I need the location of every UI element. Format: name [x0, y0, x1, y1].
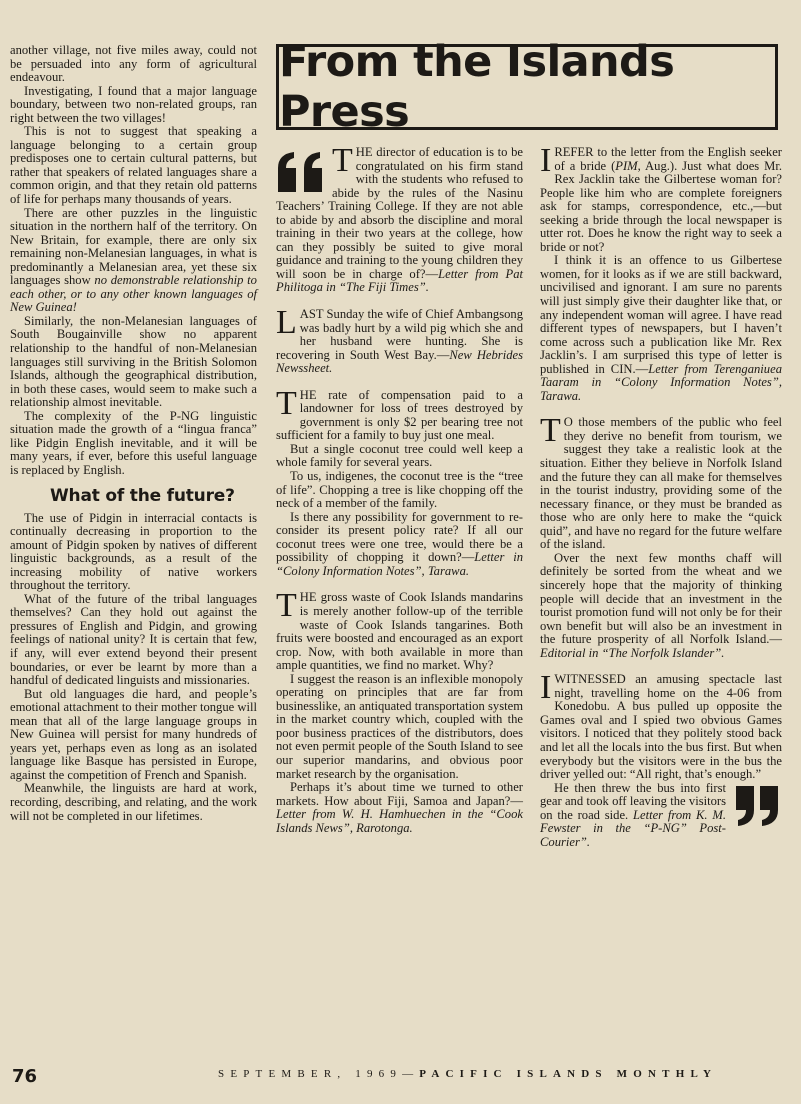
- item-6-paragraph-1: TO those members of the public who feel they derive no benefit from tourism, we suggest they take a realistic look at the situation. Either they believe in Norfolk Island and the future they can all make for themselves in the tourist industry, providing some of the necessary finance, or they must be branded as those who are only here to make the “quick quid”, and have no regard for the future welfare of the island.: [540, 412, 782, 552]
- right-column: [540, 142, 782, 862]
- press-item: [540, 669, 782, 849]
- item-4-paragraph-2: I suggest the reason is an inflexible monopoly operating on principles that are far from businesslike, an antiquated transportation system in the market country which, coupled with the poor business practices of the distributors, does not even permit people of the South Island to see our superior mandarins, and obvious poor market research by the organisation.: [276, 671, 523, 781]
- item-5-text-after: , Aug.). Just what does Mr. Rex Jacklin take the Gilbertese woman for? People like him who are complete foreigners ask for stamps, correspondence, etc.,—but seeking a bride through the local newspaper is utter rot. Does he know the right way to seek a bride or not?: [540, 158, 782, 254]
- left-paragraph-9: But old languages die hard, and people’s emotional attachment to their mother tongue will mean that all of the large language groups in New Guinea will persist for many hundreds of years yet, perhaps even as long as an isolated language like Basque has persisted in Europe, against the competition of French and Spanish.: [10, 686, 257, 782]
- left-paragraph-4-italic: no demonstrable relationship to each other, or to any other known languages of New Guinea!: [10, 273, 257, 315]
- left-paragraph-5: Similarly, the non-Melanesian languages of South Bougainville show no apparent relationship to the handful of non-Melanesian languages still surviving in the British Solomon Islands, although the geographical distribution, in both these cases, would seem to make such a relationship almost inevitable.: [10, 313, 257, 410]
- quote-close-icon: [730, 784, 782, 828]
- left-column: [10, 44, 257, 823]
- left-paragraph-8: What of the future of the tribal languages themselves? Can they hold out against the pressures of English and Pidgin, and growing feelings of national unity? It is certain that few, if any, will ever extend beyond their present boundaries, or ever be learnt by more than a handful of dedicated linguists and missionaries.: [10, 591, 257, 688]
- running-head: [218, 1068, 784, 1080]
- item-4-source: Letter from W. H. Hamhuechen in the “Cook Islands News”, Rarotonga.: [276, 807, 523, 835]
- press-item: [276, 304, 523, 376]
- item-5-paragraph-2: [540, 254, 782, 403]
- running-head-date: SEPTEMBER, 1969—: [218, 1068, 420, 1080]
- left-paragraph-1: another village, not five miles away, could not be persuaded into any form of agricultural endeavour.: [10, 43, 257, 85]
- item-2-text: LAST Sunday the wife of Chief Ambangsong was badly hurt by a wild pig which she and her husband were hunting. She is recovering in South West Bay.—: [276, 304, 523, 362]
- press-item: [276, 384, 523, 579]
- item-2-source: New Hebrides Newssheet.: [276, 347, 523, 376]
- item-3-paragraph-3: To us, indigenes, the coconut tree is the “tree of life”. Chopping a tree is like chopping off the neck of a member of the family.: [276, 469, 523, 511]
- item-4-paragraph-3: [276, 781, 523, 835]
- item-7-text: He then threw the bus into first gear and took off leaving the visitors on the road side.: [540, 780, 726, 822]
- press-item: [276, 142, 523, 295]
- item-1-source: Letter from Pat Philitoga in “The Fiji Times”.: [276, 266, 523, 295]
- left-paragraph-3: This is not to suggest that speaking a language belonging to a certain group predisposes one to certain cultural patterns, but rather that speakers of related languages share a common origin, and that they retain old patterns of life for perhaps many thousands of years.: [10, 124, 257, 207]
- item-4-paragraph-1: THE gross waste of Cook Islands mandarins is merely another follow-up of the terrible waste of Cook Islands tangarines. Both fruits were boosted and encouraged as an export crop. Now, with both available in more than ample quantities, we find no market. Why?: [276, 587, 523, 673]
- item-3-paragraph-2: But a single coconut tree could well keep a whole family for several years.: [276, 441, 523, 470]
- press-item: [540, 412, 782, 660]
- item-7-source: Letter from K. M. Fewster in the “P-NG” Post-Courier”.: [540, 807, 726, 849]
- item-2-paragraph-1: [276, 304, 523, 376]
- left-paragraph-6: The complexity of the P-NG linguistic situation made the growth of a “lingua franca” like Pidgin English inevitable, and it will be many years, if ever, before this useful language is replaced by English.: [10, 408, 257, 477]
- title-box: [276, 37, 778, 137]
- press-item: [540, 142, 782, 403]
- subheading: What of the future?: [50, 485, 235, 506]
- item-6-source: Editorial in “The Norfolk Islander”.: [540, 645, 725, 660]
- item-3-source: Letter in “Colony Information Notes”, Tarawa.: [276, 550, 523, 578]
- running-head-magazine: PACIFIC ISLANDS MONTHLY: [419, 1068, 718, 1080]
- page-title: From the Islands Press: [279, 37, 675, 137]
- item-3-paragraph-1: THE rate of compensation paid to a landowner for loss of trees destroyed by government is only $2 per bearing tree not sufficient for a family to buy just one meal.: [276, 384, 523, 443]
- item-5-paragraph-1: [540, 142, 782, 254]
- item-3-paragraph-4: [276, 511, 523, 579]
- left-paragraph-4-text: There are other puzzles in the linguistic situation in the northern half of the territory. On New Britain, for example, there are only six remaining non-Melanesian languages, in what is predominantly a Melanesian area, yet these six languages show: [10, 205, 257, 288]
- item-1-text: THE director of education is to be congratulated on his firm stand with the students who refused to abide by the rules of the Nasinu Teachers’ Training College. If they are not able to abide by and absorb the discipline and moral training in their two years at the college, how can they possibly be suited to give moral guidance and training to the young children they will soon be in charge of?—: [276, 142, 523, 281]
- item-5-text: IREFER to the letter from the English seeker of a bride (: [540, 142, 782, 179]
- left-paragraph-7: The use of Pidgin in interracial contacts is continually decreasing in proportion to the amount of Pidgin spoken by natives of different linguistic backgrounds, as a result of the increasing mobility of native workers throughout the territory.: [10, 510, 257, 593]
- page-footer: [0, 1062, 801, 1092]
- item-3-text: Is there any possibility for government to re-consider its present policy rate? If all our coconut trees were one tree, would there be a possibility of chopping it down?—: [276, 509, 523, 565]
- quote-open-icon: [276, 150, 328, 194]
- left-paragraph-4: [10, 207, 257, 315]
- left-paragraph-10: Meanwhile, the linguists are hard at work, recording, describing, and relating, and the work will not be completed in our lifetimes.: [10, 781, 257, 823]
- press-item: [276, 587, 523, 835]
- page-number: 76: [12, 1066, 38, 1087]
- item-6-text: Over the next few months chaff will definitely be sorted from the wheat and we sincerely hope that the majority of thinking people will decide that an investment in the tourist promotion fund will not only be for their own benefit but will also be an investment in the future prosperity of all Norfolk Island.—: [540, 550, 782, 647]
- item-5-text-2: I think it is an offence to us Gilbertese women, for it looks as if we are still backward, uncivilised and ignorant. I am sure no parents will just simply give their daughter like that, or any independent woman will agree. I have read different types of newspapers, but I haven’t come across such a publication like Mr. Rex Jacklin’s. I am surprised this type of letter is published in CIN.—: [540, 253, 782, 376]
- left-paragraph-2: Investigating, I found that a major language boundary, between two non-related groups, ran right between the two villages!: [10, 83, 257, 125]
- item-5-source: Letter from Terenganiuea Taaram in “Colony Information Notes”, Tarawa.: [540, 361, 782, 403]
- middle-column: [276, 142, 523, 848]
- item-4-text: Perhaps it’s about time we turned to other markets. How about Fiji, Samoa and Japan?—: [276, 780, 523, 808]
- item-7-paragraph-1: IWITNESSED an amusing spectacle last night, travelling home on the 4-06 from Konedobu. A bus pulled up opposite the Games oval and I spied two obvious Games visitors. I noticed that they politely stood back and let all the locals into the bus first. But when everybody but the visitors were in the bus the driver yelled out: “All right, that’s enough.”: [540, 669, 782, 782]
- item-6-paragraph-2: [540, 552, 782, 660]
- item-5-italic: PIM: [615, 158, 638, 173]
